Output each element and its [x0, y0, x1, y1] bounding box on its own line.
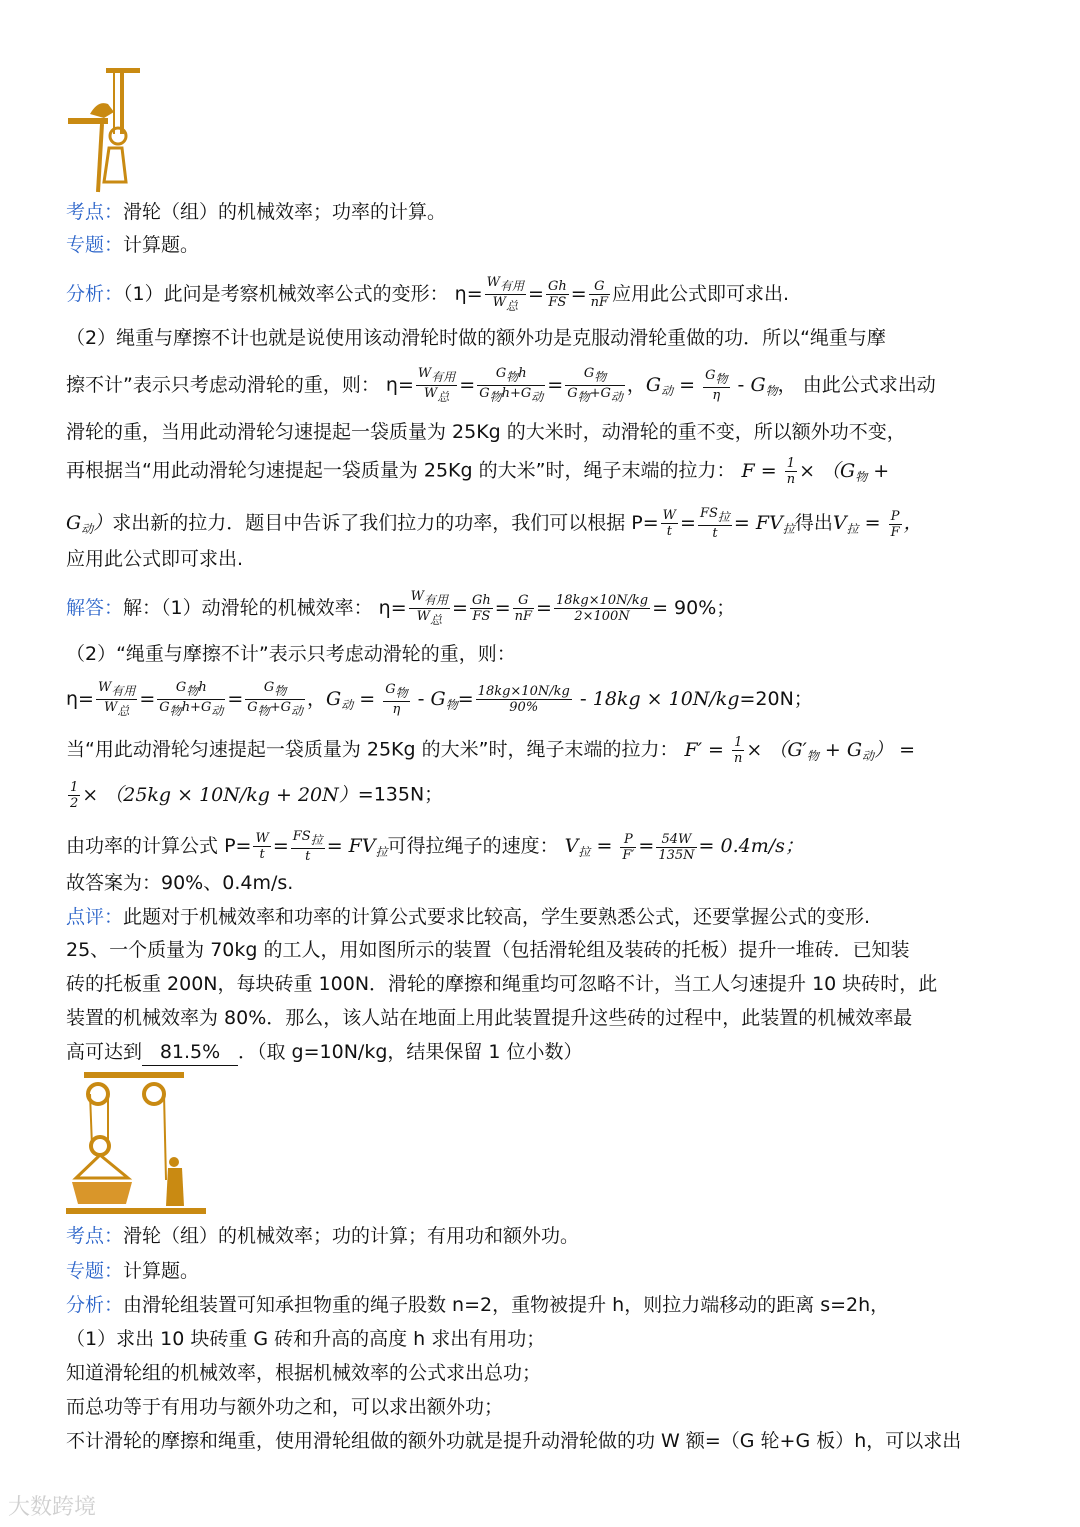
analysis-1: （1）此问是考察机械效率公式的变形： [123, 283, 449, 305]
solution-4-line [66, 829, 804, 865]
fenxi-2-line-3: 知道滑轮组的机械效率，根据机械效率的公式求出总功； [66, 1362, 542, 1384]
solution-4-text-b: 可得拉绳子的速度： [387, 835, 559, 857]
analysis-2-text-a: 擦不计”表示只考虑动滑轮的重，则： [66, 374, 380, 396]
fenxi-label: 分析： [66, 283, 124, 305]
question-25-line-3: 装置的机械效率为 80%．那么，该人站在地面上用此装置提升这些砖的过程中，此装置的机械效率最 [66, 1007, 913, 1029]
question-25-text-b: ．（取 g=10N/kg，结果保留 1 位小数） [238, 1041, 583, 1063]
fenxi-line-2 [66, 1292, 889, 1318]
solution-3-text: 当“用此动滑轮匀速提起一袋质量为 25Kg 的大米”时，绳子末端的拉力： [66, 738, 679, 761]
zhuanti-line-2 [66, 1258, 199, 1284]
kaodian-line-2 [66, 1223, 579, 1249]
fenxi-2-line-4: 而总功等于有用功与额外功之和，可以求出额外功； [66, 1396, 504, 1418]
solution-2-value: =20N； [739, 688, 813, 710]
solution-5-line: 故答案为：90%、0.4m/s. [66, 872, 294, 894]
kaodian-text-2: 滑轮（组）的机械效率；功的计算；有用功和额外功。 [123, 1225, 580, 1247]
fenxi-2-line-2: （1）求出 10 块砖重 G 砖和升高的高度 h 求出有用功； [66, 1328, 546, 1350]
question-25-line-1: 25、一个质量为 70kg 的工人，用如图所示的装置（包括滑轮组及装砖的托板）提升一堆砖．已知装 [66, 939, 910, 961]
solution-2-line-1: （2）“绳重与摩擦不计”表示只考虑动滑轮的重，则： [66, 643, 516, 665]
answer-blank: 81.5% [142, 1039, 238, 1066]
analysis-2-line-6: 应用此公式即可求出. [66, 548, 244, 570]
solution-1-value: = 90%； [652, 597, 736, 619]
question-25-text-a: 高可达到 [66, 1041, 143, 1063]
fenxi-label-2: 分析： [66, 1294, 124, 1316]
fenxi-line-1 [66, 275, 789, 314]
analysis-2-line-4 [66, 456, 889, 490]
watermark: 大数跨境 [8, 1495, 97, 1520]
question-25-line-4 [66, 1039, 583, 1066]
dianping-line-1 [66, 904, 870, 930]
solution-4-text: 由功率的计算公式 [66, 835, 219, 857]
pulley-figure-1 [64, 64, 154, 194]
analysis-2-line-5: $G_动$）求出新的拉力．题目中告诉了我们拉力的功率，我们可以根据 P= $\frac{W}{t}$ = FS拉 t = $FV_拉$得出$V_拉$ = $\frac{P}{F}$ ， [66, 506, 923, 541]
analysis-1-end: 应用此公式即可求出. [612, 283, 790, 305]
kaodian-label: 考点： [66, 201, 124, 223]
zhuanti-label-2: 专题： [66, 1260, 124, 1282]
fenxi-text-2: 由滑轮组装置可知承担物重的绳子股数 n=2，重物被提升 h，则拉力端移动的距离 s=2h， [123, 1294, 890, 1316]
analysis-2-text-4: 再根据当“用此动滑轮匀速提起一袋质量为 25Kg 的大米”时，绳子末端的拉力： [66, 459, 736, 482]
pulley-figure-2 [66, 1068, 206, 1216]
formula-eta-2: η= W有用 W总 = G物h G物h+G动 = G物 G物+G动 ，$G_动$ = G物 η - $G_物$， [385, 366, 797, 404]
formula-power-2: P= $\frac{W}{t}$ = FS拉 t = $FV_拉$ [224, 829, 388, 864]
solution-3-line-2 [66, 780, 443, 811]
dianping-text: 此题对于机械效率和功率的计算公式要求比较高，学生要熟悉公式，还要掌握公式的变形. [123, 906, 871, 928]
formula-force-2: F′ = $\frac{1}{n}$ × $(G'_物 + G_动)$ = [684, 735, 916, 766]
solution-3-line-1 [66, 735, 915, 769]
question-25-line-2: 砖的托板重 200N，每块砖重 100N．滑轮的摩擦和绳重均可忽略不计，当工人匀速提升 10 块砖时，此 [66, 973, 938, 995]
analysis-2-line-1: （2）绳重与摩擦不计也就是说使用该动滑轮时做的额外功是克服动滑轮重做的功．所以“绳重与摩 [66, 327, 886, 349]
solution-2-line-2 [66, 680, 813, 719]
jieda-line-1 [66, 589, 735, 628]
zhuanti-label: 专题： [66, 234, 124, 256]
jieda-label: 解答： [66, 597, 124, 619]
kaodian-label-2: 考点： [66, 1225, 124, 1247]
formula-force-3: $\frac{1}{2}$ × （25kg × 10N/kg + 20N） [70, 780, 358, 811]
kaodian-line-1 [66, 199, 446, 225]
formula-power-1: P= $\frac{W}{t}$ = FS拉 t = $FV_拉$ [631, 506, 795, 541]
formula-v-2: $V_拉$ = $\frac{P}{F'}$ = $\frac{54W}{135N}$ = 0.4m/s； [564, 831, 804, 863]
zhuanti-line-1 [66, 232, 199, 258]
analysis-2-text-b: 由此公式求出动 [802, 374, 936, 396]
solution-3-value: =135N； [357, 783, 444, 806]
formula-eta-3: η= W有用 W总 = $\frac{Gh}{FS}$ = $\frac{G}{nF}$ = $\frac{18kg\times 10N/kg}{2\times 100N}$ [378, 589, 649, 627]
zhuanti-text: 计算题。 [123, 234, 200, 256]
fenxi-2-line-5: 不计滑轮的摩擦和绳重，使用滑轮组做的额外功就是提升动滑轮做的功 W 额=（G 轮+G 板）h，可以求出 [66, 1430, 962, 1452]
solution-1: 解：（1）动滑轮的机械效率： [123, 597, 373, 619]
formula-v-1: $V_拉$ = $\frac{P}{F}$ ， [832, 508, 923, 540]
zhuanti-text-2: 计算题。 [123, 1260, 200, 1282]
formula-force-1: F = $\frac{1}{n}$ × （$G_物$ + [741, 456, 890, 487]
kaodian-text: 滑轮（组）的机械效率；功率的计算。 [123, 201, 447, 223]
analysis-2-line-3: 滑轮的重，当用此动滑轮匀速提起一袋质量为 25Kg 的大米时，动滑轮的重不变，所以额外功不变， [66, 421, 906, 443]
analysis-2-text-5b: 得出 [794, 512, 833, 534]
formula-eta-4: η= W有用 W总 = G物h G物h+G动 = G物 G物+G动 ，$G_动$ = G物 η - $G_物=$ $\frac{18kg\times 10N/kg}{90\%}$ - 18kg × 10N/kg [66, 680, 740, 718]
analysis-2-line-2 [66, 366, 936, 405]
dianping-label: 点评： [66, 906, 124, 928]
formula-eta-1: η= W有用 W总 = $\frac{Gh}{FS}$ = $\frac{G}{nF}$ [454, 275, 609, 313]
analysis-2-text-5a: 求出新的拉力．题目中告诉了我们拉力的功率，我们可以根据 [112, 512, 626, 534]
